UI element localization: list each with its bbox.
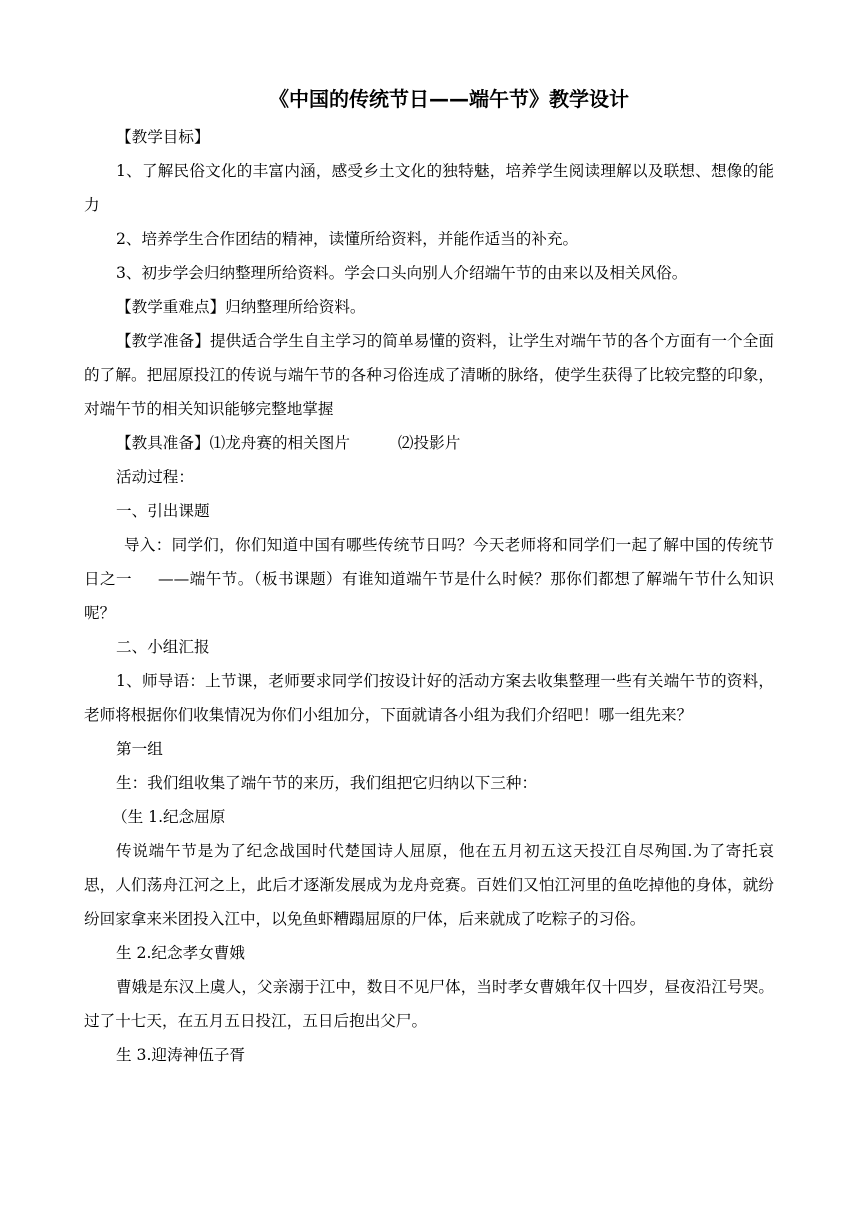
preparation: 【教学准备】提供适合学生自主学习的简单易懂的资料，让学生对端午节的各个方面有一个全面的了解。把屈原投江的传说与端午节的各种习俗连成了清晰的脉络，使学生获得了比较完整的印象，对端午节的相关知识能够完整地掌握 xyxy=(84,332,774,418)
group-label: 第一组 xyxy=(116,740,163,758)
objectives-heading: 【教学目标】 xyxy=(116,128,210,146)
origin-1-text: 传说端午节是为了纪念战国时代楚国诗人屈原，他在五月初五这天投江自尽殉国.为了寄托哀思，人们荡舟江河之上，此后才逐渐发展成为龙舟竞赛。百姓们又怕江河里的鱼吃掉他的身体，就纷纷回家拿来米团投入江中，以免鱼虾糟蹋屈原的尸体，后来就成了吃粽子的习俗。 xyxy=(84,842,774,928)
objective-item: 2、培养学生合作团结的精神，读懂所给资料，并能作适当的补充。 xyxy=(116,230,579,248)
objective-item: 3、初步学会归纳整理所给资料。学会口头向别人介绍端午节的由来以及相关风俗。 xyxy=(116,264,688,282)
tools-item-2: ⑵投影片 xyxy=(397,434,461,452)
intro-paragraph xyxy=(84,528,774,630)
origin-1-title: （生 1.纪念屈原 xyxy=(112,808,226,826)
tools xyxy=(84,426,774,460)
student-summary: 生：我们组收集了端午节的来历，我们组把它归纳以下三种： xyxy=(116,774,538,792)
document-title: 《中国的传统节日——端午节》教学设计 xyxy=(269,87,629,111)
objective-item: 1、了解民俗文化的丰富内涵，感受乡土文化的独特魅，培养学生阅读理解以及联想、想像的能力 xyxy=(84,162,774,214)
intro-part-b: ——端午节。（板书课题）有谁知道端午节是什么时候？那你们都想了解端午节什么知识呢？ xyxy=(84,570,774,622)
key-points: 【教学重难点】归纳整理所给资料。 xyxy=(116,298,366,316)
origin-2-title: 生 2.纪念孝女曹娥 xyxy=(116,944,245,962)
origin-3-title: 生 3.迎涛神伍子胥 xyxy=(116,1046,245,1064)
process-label: 活动过程： xyxy=(116,468,194,486)
section-heading-1: 一、引出课题 xyxy=(116,502,210,520)
origin-2-text: 曹娥是东汉上虞人，父亲溺于江中，数日不见尸体，当时孝女曹娥年仅十四岁，昼夜沿江号哭。过了十七天，在五月五日投江，五日后抱出父尸。 xyxy=(84,978,774,1030)
section-heading-2: 二、小组汇报 xyxy=(116,638,210,656)
intro-part-a: 导入：同学们，你们知道中国有哪些传统节日吗？今天老师将和同学们一起了解中国的传统节日之一 xyxy=(84,536,774,588)
teacher-guide: 1、师导语：上节课，老师要求同学们按设计好的活动方案去收集整理一些有关端午节的资料，老师将根据你们收集情况为你们小组加分，下面就请各小组为我们介绍吧！哪一组先来？ xyxy=(84,672,774,724)
tools-label: 【教具准备】⑴龙舟赛的相关图片 xyxy=(116,434,350,452)
